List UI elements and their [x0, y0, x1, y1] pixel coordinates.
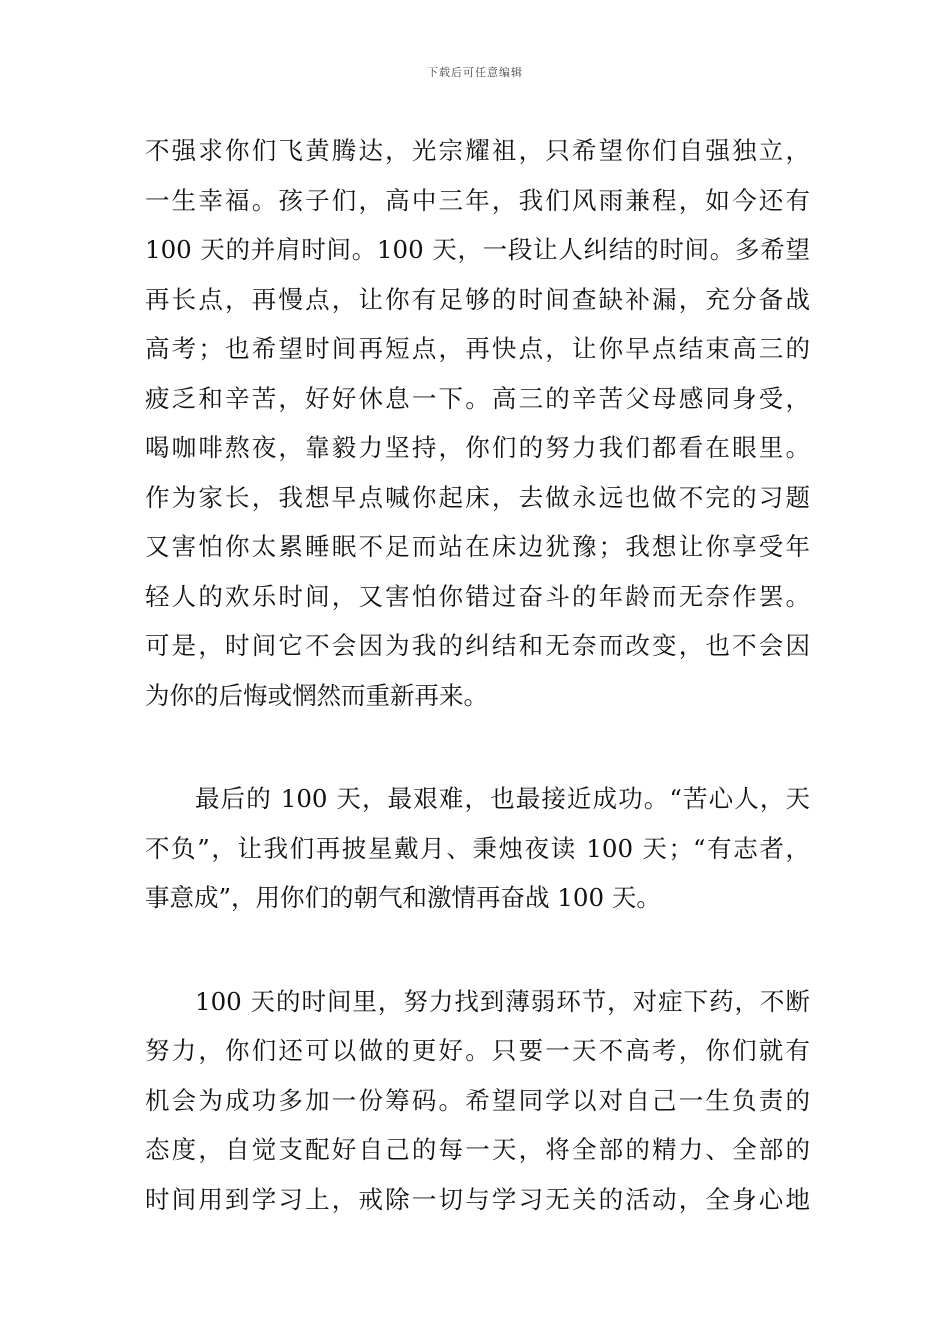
text-line: 100 天的并肩时间。100 天，一段让人纠结的时间。多希望 — [145, 235, 810, 264]
paragraph-1 — [145, 126, 810, 720]
text-line: 事意成”，用你们的朝气和激情再奋战 100 天。 — [145, 883, 661, 912]
page-header: 下载后可任意编辑 — [427, 66, 523, 79]
text-line: 为你的后悔或惘然而重新再来。 — [145, 680, 488, 710]
text-line: 最后的 100 天，最艰难，也最接近成功。“苦心人，天 — [195, 784, 810, 813]
text-line: 努力，你们还可以做的更好。只要一天不高考，你们就有 — [145, 1036, 810, 1065]
text-line: 不负”，让我们再披星戴月、秉烛夜读 100 天；“有志者， — [145, 833, 810, 863]
text-line: 不强求你们飞黄腾达，光宗耀祖，只希望你们自强独立， — [145, 136, 810, 165]
text-line: 轻人的欢乐时间，又害怕你错过奋斗的年龄而无奈作罢。 — [145, 581, 810, 611]
text-line: 可是，时间它不会因为我的纠结和无奈而改变，也不会因 — [145, 631, 810, 660]
text-line: 机会为成功多加一份筹码。希望同学以对自己一生负责的 — [145, 1085, 810, 1115]
text-line: 再长点，再慢点，让你有足够的时间查缺补漏，充分备战 — [145, 284, 810, 314]
paragraph-3 — [145, 977, 810, 1225]
text-line: 喝咖啡熬夜，靠毅力坚持，你们的努力我们都看在眼里。 — [145, 433, 810, 462]
text-line: 时间用到学习上，戒除一切与学习无关的活动，全身心地 — [145, 1184, 810, 1214]
document-body — [145, 126, 810, 1224]
paragraph-2 — [145, 774, 810, 923]
text-line: 态度，自觉支配好自己的每一天，将全部的精力、全部的 — [145, 1135, 810, 1164]
text-line: 又害怕你太累睡眠不足而站在床边犹豫；我想让你享受年 — [145, 532, 810, 561]
text-line: 作为家长，我想早点喊你起床，去做永远也做不完的习题 — [145, 482, 810, 512]
text-line: 高考；也希望时间再短点，再快点，让你早点结束高三的 — [145, 334, 810, 363]
text-line: 100 天的时间里，努力找到薄弱环节，对症下药，不断 — [195, 986, 810, 1016]
paragraph-gap — [145, 923, 810, 977]
text-line: 一生幸福。孩子们，高中三年，我们风雨兼程，如今还有 — [145, 185, 810, 215]
paragraph-gap — [145, 720, 810, 774]
text-line: 疲乏和辛苦，好好休息一下。高三的辛苦父母感同身受， — [145, 383, 810, 413]
